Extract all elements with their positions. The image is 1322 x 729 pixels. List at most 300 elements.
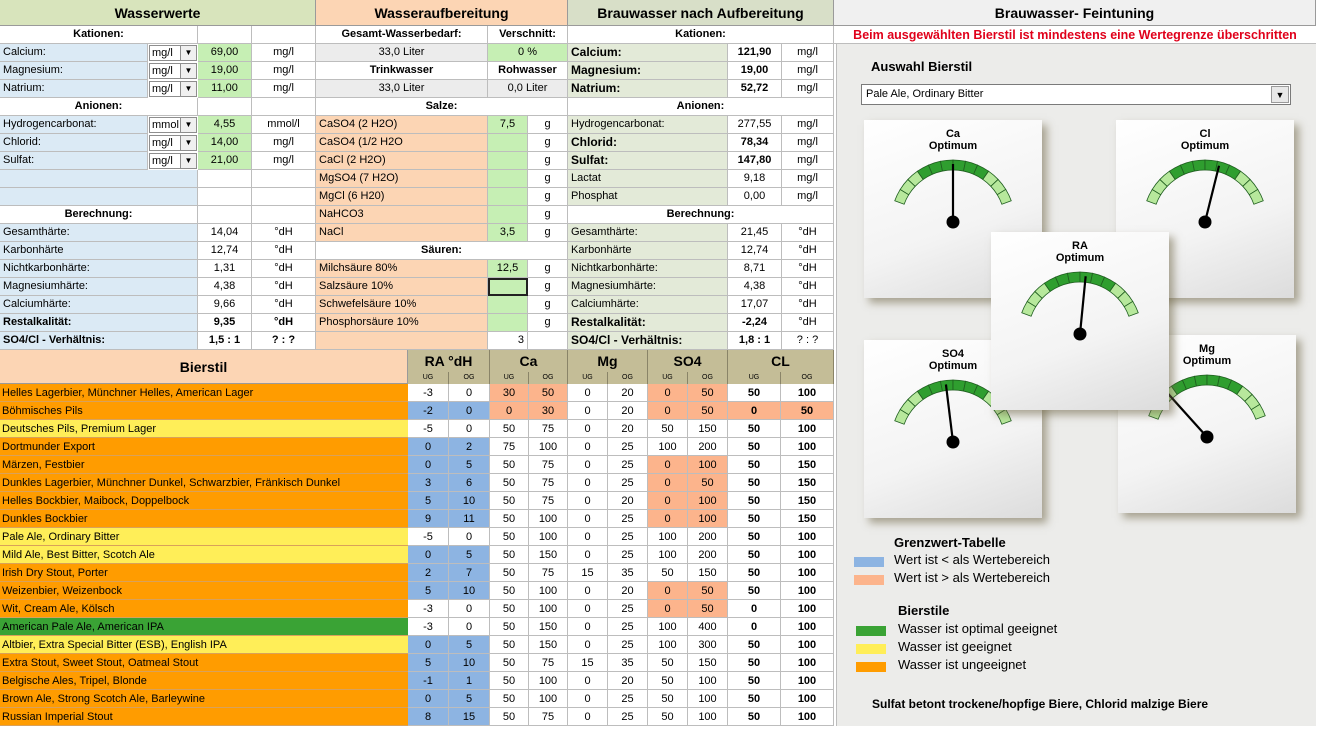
- calc-label: Restalkalität:: [0, 314, 198, 332]
- range-cell: 50: [490, 654, 529, 672]
- range-cell: 5: [449, 690, 490, 708]
- gauge-hub: [947, 436, 960, 449]
- range-cell: 50: [688, 384, 728, 402]
- range-cell: 100: [781, 672, 834, 690]
- salt-unit: g: [528, 116, 568, 134]
- range-cell: 50: [490, 636, 529, 654]
- result-label: SO4/Cl - Verhältnis:: [568, 332, 728, 350]
- calc-value: 9,66: [198, 296, 252, 314]
- gauge-ca-status: Optimum: [928, 140, 978, 152]
- salt-unit: g: [528, 152, 568, 170]
- calc-label: Gesamthärte:: [0, 224, 198, 242]
- bierstil-row-name[interactable]: Märzen, Festbier: [0, 456, 408, 474]
- range-cell: 35: [608, 654, 648, 672]
- range-cell: 100: [781, 654, 834, 672]
- range-cell: 150: [688, 420, 728, 438]
- result-value: 17,07: [728, 296, 782, 314]
- result-label: Phosphat: [568, 188, 728, 206]
- range-cell: 200: [688, 528, 728, 546]
- gauge-cl-status: Optimum: [1180, 140, 1230, 152]
- gauge-hub: [1201, 431, 1214, 444]
- range-cell: 5: [408, 654, 449, 672]
- range-cell: 100: [648, 528, 688, 546]
- acid-unit: g: [528, 296, 568, 314]
- range-cell: 100: [781, 618, 834, 636]
- unit-select[interactable]: [149, 117, 197, 133]
- bierstil-row-name[interactable]: Dunkles Bockbier: [0, 510, 408, 528]
- result-unit: mg/l: [782, 80, 834, 98]
- chevron-down-icon[interactable]: ▼: [180, 118, 196, 132]
- result-label: Natrium:: [568, 80, 728, 98]
- range-cell: 50: [728, 654, 781, 672]
- range-cell: 100: [648, 546, 688, 564]
- range-cell: 50: [490, 564, 529, 582]
- range-cell: 0: [449, 618, 490, 636]
- range-cell: 50: [490, 690, 529, 708]
- acid-label: Schwefelsäure 10%: [316, 296, 488, 314]
- unit-select[interactable]: [149, 63, 197, 79]
- salt-unit: g: [528, 134, 568, 152]
- bierstil-header: Bierstil: [0, 350, 408, 384]
- bierstil-row-name[interactable]: Wit, Cream Ale, Kölsch: [0, 600, 408, 618]
- range-cell: 50: [728, 636, 781, 654]
- param-unit: mg/l: [252, 134, 316, 152]
- range-cell: 50: [490, 582, 529, 600]
- column-header: Mg: [568, 350, 648, 372]
- gauge-segment: [1194, 375, 1207, 386]
- bierstil-row-name[interactable]: Extra Stout, Sweet Stout, Oatmeal Stout: [0, 654, 408, 672]
- param-unit: mg/l: [252, 44, 316, 62]
- result-unit: °dH: [782, 260, 834, 278]
- verschnitt-label: Verschnitt:: [488, 26, 568, 44]
- result-value: 277,55: [728, 116, 782, 134]
- calc-label: SO4/Cl - Verhältnis:: [0, 332, 198, 350]
- range-cell: 100: [781, 600, 834, 618]
- result-label: Magnesiumhärte:: [568, 278, 728, 296]
- range-cell: 0: [568, 690, 608, 708]
- calc-value: 14,04: [198, 224, 252, 242]
- result-unit: mg/l: [782, 44, 834, 62]
- calc-value: 1,5 : 1: [198, 332, 252, 350]
- range-cell: 5: [449, 456, 490, 474]
- param-input[interactable]: 11,00: [198, 80, 252, 98]
- range-cell: 8: [408, 708, 449, 726]
- legend-swatch-above: [854, 575, 884, 585]
- range-cell: 20: [608, 384, 648, 402]
- calc-unit: °dH: [252, 314, 316, 332]
- section-title-wasserwerte: Wasserwerte: [0, 0, 316, 26]
- range-cell: 50: [648, 672, 688, 690]
- salt-unit: g: [528, 188, 568, 206]
- saeuren-heading: Säuren:: [316, 242, 568, 260]
- range-cell: 25: [608, 510, 648, 528]
- range-cell: 50: [490, 420, 529, 438]
- range-cell: 200: [688, 546, 728, 564]
- result-value: 19,00: [728, 62, 782, 80]
- range-cell: 100: [529, 672, 568, 690]
- calc-value: 9,35: [198, 314, 252, 332]
- range-cell: 6: [449, 474, 490, 492]
- salt-label: MgSO4 (7 H2O): [316, 170, 488, 188]
- gauge-mg-name: Mg: [1199, 343, 1215, 355]
- berechnung-heading-blank-a: [198, 206, 252, 224]
- gauge-hub: [1074, 328, 1087, 341]
- range-cell: 150: [688, 564, 728, 582]
- range-cell: 11: [449, 510, 490, 528]
- salt-label: CaSO4 (1/2 H2O: [316, 134, 488, 152]
- range-cell: 0: [449, 420, 490, 438]
- range-cell: 100: [688, 708, 728, 726]
- result-unit: mg/l: [782, 188, 834, 206]
- range-cell: 50: [728, 690, 781, 708]
- unit-select-value: mmol: [152, 119, 179, 131]
- param-label: Sulfat:: [0, 152, 148, 170]
- anionen-heading: Anionen:: [0, 98, 198, 116]
- param-label: Chlorid:: [0, 134, 148, 152]
- range-cell: 0: [648, 600, 688, 618]
- range-cell: 50: [728, 546, 781, 564]
- range-cell: 0: [490, 402, 529, 420]
- gauge-ra-name: RA: [1072, 240, 1088, 252]
- bierstil-row-name[interactable]: Helles Lagerbier, Münchner Helles, American Lager: [0, 384, 408, 402]
- calc-label: Karbonhärte: [0, 242, 198, 260]
- sub-header-ug: UG: [648, 372, 688, 384]
- bierstil-row-name[interactable]: Mild Ale, Best Bitter, Scotch Ale: [0, 546, 408, 564]
- range-cell: 100: [781, 528, 834, 546]
- acid-input[interactable]: [488, 278, 528, 296]
- bierstil-row-name[interactable]: Altbier, Extra Special Bitter (ESB), English IPA: [0, 636, 408, 654]
- result-value: 121,90: [728, 44, 782, 62]
- param-input[interactable]: 21,00: [198, 152, 252, 170]
- range-cell: 100: [781, 636, 834, 654]
- gauge-ra-status: Optimum: [1055, 252, 1105, 264]
- range-cell: 0: [648, 384, 688, 402]
- range-cell: 100: [688, 510, 728, 528]
- result-label: Gesamthärte:: [568, 224, 728, 242]
- range-cell: -3: [408, 600, 449, 618]
- bierstil-select[interactable]: [861, 84, 1291, 105]
- bierstil-row-name[interactable]: Pale Ale, Ordinary Bitter: [0, 528, 408, 546]
- salze-heading: Salze:: [316, 98, 568, 116]
- range-cell: 0: [568, 528, 608, 546]
- sub-header-og: OG: [608, 372, 648, 384]
- range-cell: -2: [408, 402, 449, 420]
- range-cell: 7: [449, 564, 490, 582]
- param-unit: mg/l: [252, 62, 316, 80]
- result-label: Nichtkarbonhärte:: [568, 260, 728, 278]
- unit-select[interactable]: [149, 135, 197, 151]
- chevron-down-icon[interactable]: ▼: [180, 136, 196, 150]
- range-cell: 0: [568, 708, 608, 726]
- result-unit: °dH: [782, 296, 834, 314]
- range-cell: 25: [608, 546, 648, 564]
- range-cell: 0: [568, 402, 608, 420]
- range-cell: 75: [529, 492, 568, 510]
- gauge-so4-status: Optimum: [928, 360, 978, 372]
- unit-select[interactable]: [149, 45, 197, 61]
- anionen-heading-result: Anionen:: [568, 98, 834, 116]
- range-cell: 25: [608, 600, 648, 618]
- result-value: 1,8 : 1: [728, 332, 782, 350]
- range-cell: 50: [728, 582, 781, 600]
- blank-cell: [252, 188, 316, 206]
- auswahl-bierstil-label: Auswahl Bierstil: [871, 59, 973, 74]
- unit-select[interactable]: [149, 153, 197, 169]
- range-cell: 75: [529, 654, 568, 672]
- range-cell: 20: [608, 672, 648, 690]
- unit-select-value: mg/l: [152, 65, 173, 77]
- range-cell: 150: [781, 474, 834, 492]
- salt-input[interactable]: [488, 206, 528, 224]
- range-cell: 100: [529, 510, 568, 528]
- range-cell: 5: [449, 636, 490, 654]
- gauge-mg-status: Optimum: [1182, 355, 1232, 367]
- range-cell: 150: [781, 456, 834, 474]
- range-cell: 50: [728, 564, 781, 582]
- bierstil-row-name[interactable]: Dortmunder Export: [0, 438, 408, 456]
- grenzwert-title: Grenzwert-Tabelle: [894, 535, 1006, 550]
- range-cell: 15: [449, 708, 490, 726]
- sub-header-ug: UG: [568, 372, 608, 384]
- unit-select-value: mg/l: [152, 155, 173, 167]
- trinkwasser-value: 33,0 Liter: [316, 80, 488, 98]
- gauge-cl-name: Cl: [1199, 128, 1211, 140]
- berechnung-heading: Berechnung:: [0, 206, 198, 224]
- range-cell: 15: [568, 654, 608, 672]
- unit-select-value: mg/l: [152, 47, 173, 59]
- range-cell: 20: [608, 402, 648, 420]
- blank-row: [316, 332, 488, 350]
- bierstil-row-name[interactable]: Irish Dry Stout, Porter: [0, 564, 408, 582]
- gauge-needle: [1080, 276, 1086, 334]
- salt-input[interactable]: [488, 170, 528, 188]
- result-value: 21,45: [728, 224, 782, 242]
- range-cell: 150: [529, 618, 568, 636]
- range-cell: 100: [781, 690, 834, 708]
- range-cell: 50: [688, 402, 728, 420]
- range-cell: 30: [490, 384, 529, 402]
- salt-label: CaSO4 (2 H2O): [316, 116, 488, 134]
- range-cell: 50: [490, 528, 529, 546]
- gesamt-label: Gesamt-Wasserbedarf:: [316, 26, 488, 44]
- range-cell: 0: [449, 402, 490, 420]
- range-cell: 400: [688, 618, 728, 636]
- result-label: Calcium:: [568, 44, 728, 62]
- salt-input[interactable]: [488, 152, 528, 170]
- section-title-feintuning: Brauwasser- Feintuning: [834, 0, 1316, 26]
- range-cell: 0: [568, 456, 608, 474]
- range-cell: 0: [408, 438, 449, 456]
- chevron-down-icon[interactable]: ▼: [180, 82, 196, 96]
- param-input[interactable]: 19,00: [198, 62, 252, 80]
- salt-input[interactable]: 7,5: [488, 116, 528, 134]
- range-cell: 100: [781, 564, 834, 582]
- bierstil-row-name[interactable]: Belgische Ales, Tripel, Blonde: [0, 672, 408, 690]
- range-cell: 100: [529, 582, 568, 600]
- param-input[interactable]: 69,00: [198, 44, 252, 62]
- range-cell: 50: [648, 420, 688, 438]
- range-cell: 150: [529, 636, 568, 654]
- salt-label: CaCl (2 H2O): [316, 152, 488, 170]
- legend-swatch-optimal: [856, 626, 886, 636]
- result-label: Calciumhärte:: [568, 296, 728, 314]
- blank-cell: [252, 170, 316, 188]
- range-cell: 50: [728, 474, 781, 492]
- footer-note: Sulfat betont trockene/hopfige Biere, Chlorid malzige Biere: [872, 697, 1209, 711]
- range-cell: 50: [781, 402, 834, 420]
- range-cell: 75: [529, 420, 568, 438]
- rohwasser-value: 0,0 Liter: [488, 80, 568, 98]
- param-label: Hydrogencarbonat:: [0, 116, 148, 134]
- range-cell: 0: [648, 474, 688, 492]
- range-cell: 0: [648, 492, 688, 510]
- range-cell: 0: [568, 492, 608, 510]
- bierstil-row-name[interactable]: Weizenbier, Weizenbock: [0, 582, 408, 600]
- section-title-brauwasser-nach: Brauwasser nach Aufbereitung: [568, 0, 834, 26]
- sub-header-og: OG: [688, 372, 728, 384]
- range-cell: 30: [529, 402, 568, 420]
- range-cell: 50: [490, 672, 529, 690]
- calc-unit: °dH: [252, 260, 316, 278]
- bierstil-row-name[interactable]: Helles Bockbier, Maibock, Doppelbock: [0, 492, 408, 510]
- bierstil-row-name[interactable]: Deutsches Pils, Premium Lager: [0, 420, 408, 438]
- range-cell: 25: [608, 528, 648, 546]
- gauge-segment: [1067, 272, 1080, 283]
- salt-label: NaCl: [316, 224, 488, 242]
- param-input[interactable]: 4,55: [198, 116, 252, 134]
- range-cell: 50: [728, 420, 781, 438]
- gauge-needle: [946, 384, 953, 442]
- salt-input[interactable]: [488, 188, 528, 206]
- blank-row: [0, 170, 198, 188]
- acid-input[interactable]: [488, 314, 528, 332]
- result-value: 78,34: [728, 134, 782, 152]
- result-label: Karbonhärte: [568, 242, 728, 260]
- range-cell: 150: [781, 492, 834, 510]
- berechnung-heading-result: Berechnung:: [568, 206, 834, 224]
- range-cell: 50: [490, 546, 529, 564]
- chevron-down-icon[interactable]: ▼: [180, 154, 196, 168]
- gesamt-value[interactable]: 33,0 Liter: [316, 44, 488, 62]
- range-cell: 50: [490, 618, 529, 636]
- salt-unit: g: [528, 206, 568, 224]
- chevron-down-icon[interactable]: ▼: [1271, 86, 1289, 103]
- range-cell: 0: [408, 636, 449, 654]
- range-cell: 50: [648, 708, 688, 726]
- range-cell: 10: [449, 492, 490, 510]
- range-cell: 50: [688, 474, 728, 492]
- calc-value: 1,31: [198, 260, 252, 278]
- range-cell: -5: [408, 528, 449, 546]
- legend-above-text: Wert ist > als Wertebereich: [894, 570, 1050, 585]
- range-cell: 25: [608, 690, 648, 708]
- bierstil-row-name[interactable]: Russian Imperial Stout: [0, 708, 408, 726]
- salt-input[interactable]: [488, 134, 528, 152]
- range-cell: 25: [608, 708, 648, 726]
- verschnitt-input[interactable]: 0 %: [488, 44, 568, 62]
- gauge-hub: [947, 216, 960, 229]
- acid-unit: g: [528, 278, 568, 296]
- result-value: 52,72: [728, 80, 782, 98]
- acid-input[interactable]: [488, 296, 528, 314]
- range-cell: 0: [568, 582, 608, 600]
- salt-input[interactable]: 3,5: [488, 224, 528, 242]
- bierstil-row-name[interactable]: American Pale Ale, American IPA: [0, 618, 408, 636]
- range-cell: 0: [568, 546, 608, 564]
- range-cell: 0: [568, 510, 608, 528]
- range-cell: 0: [449, 528, 490, 546]
- range-cell: -1: [408, 672, 449, 690]
- range-cell: 25: [608, 618, 648, 636]
- range-cell: 50: [728, 456, 781, 474]
- range-cell: 75: [529, 456, 568, 474]
- kationen-heading: Kationen:: [0, 26, 198, 44]
- range-cell: 0: [449, 384, 490, 402]
- gauge-ra: [991, 232, 1169, 410]
- range-cell: 100: [688, 456, 728, 474]
- range-cell: 1: [449, 672, 490, 690]
- range-cell: 50: [688, 600, 728, 618]
- range-cell: 0: [408, 690, 449, 708]
- chevron-down-icon[interactable]: ▼: [180, 46, 196, 60]
- range-cell: 20: [608, 582, 648, 600]
- result-label: Sulfat:: [568, 152, 728, 170]
- trinkwasser-label: Trinkwasser: [316, 62, 488, 80]
- kationen-heading-blank-b: [252, 26, 316, 44]
- gauge-ca-name: Ca: [945, 128, 961, 140]
- calc-unit: °dH: [252, 278, 316, 296]
- range-cell: 0: [568, 420, 608, 438]
- bierstil-row-name[interactable]: Brown Ale, Strong Scotch Ale, Barleywine: [0, 690, 408, 708]
- gauge-needle: [1205, 166, 1219, 222]
- range-cell: 50: [688, 582, 728, 600]
- range-cell: -5: [408, 420, 449, 438]
- chevron-down-icon[interactable]: ▼: [180, 64, 196, 78]
- range-cell: 100: [781, 384, 834, 402]
- result-label: Restalkalität:: [568, 314, 728, 332]
- bierstil-row-name[interactable]: Dunkles Lagerbier, Münchner Dunkel, Schwarzbier, Fränkisch Dunkel: [0, 474, 408, 492]
- range-cell: 50: [490, 474, 529, 492]
- range-cell: 0: [568, 636, 608, 654]
- legend-swatch-geeignet: [856, 644, 886, 654]
- bierstil-row-name[interactable]: Böhmisches Pils: [0, 402, 408, 420]
- range-cell: 0: [648, 456, 688, 474]
- range-cell: 2: [449, 438, 490, 456]
- kationen-heading-blank-a: [198, 26, 252, 44]
- salt-label: NaHCO3: [316, 206, 488, 224]
- anionen-heading-blank-b: [252, 98, 316, 116]
- sub-header-og: OG: [781, 372, 834, 384]
- range-cell: 50: [529, 384, 568, 402]
- range-cell: 50: [728, 672, 781, 690]
- unit-select[interactable]: [149, 81, 197, 97]
- range-cell: -3: [408, 618, 449, 636]
- unit-select-value: mg/l: [152, 137, 173, 149]
- range-cell: 100: [529, 690, 568, 708]
- param-unit: mg/l: [252, 152, 316, 170]
- result-unit: mg/l: [782, 134, 834, 152]
- sub-header-ug: UG: [408, 372, 449, 384]
- gauge-segment: [1192, 160, 1205, 171]
- calc-label: Magnesiumhärte:: [0, 278, 198, 296]
- result-value: 8,71: [728, 260, 782, 278]
- acid-input[interactable]: 12,5: [488, 260, 528, 278]
- range-cell: 100: [648, 618, 688, 636]
- range-cell: 0: [408, 456, 449, 474]
- range-cell: 0: [728, 618, 781, 636]
- range-cell: 3: [408, 474, 449, 492]
- param-input[interactable]: 14,00: [198, 134, 252, 152]
